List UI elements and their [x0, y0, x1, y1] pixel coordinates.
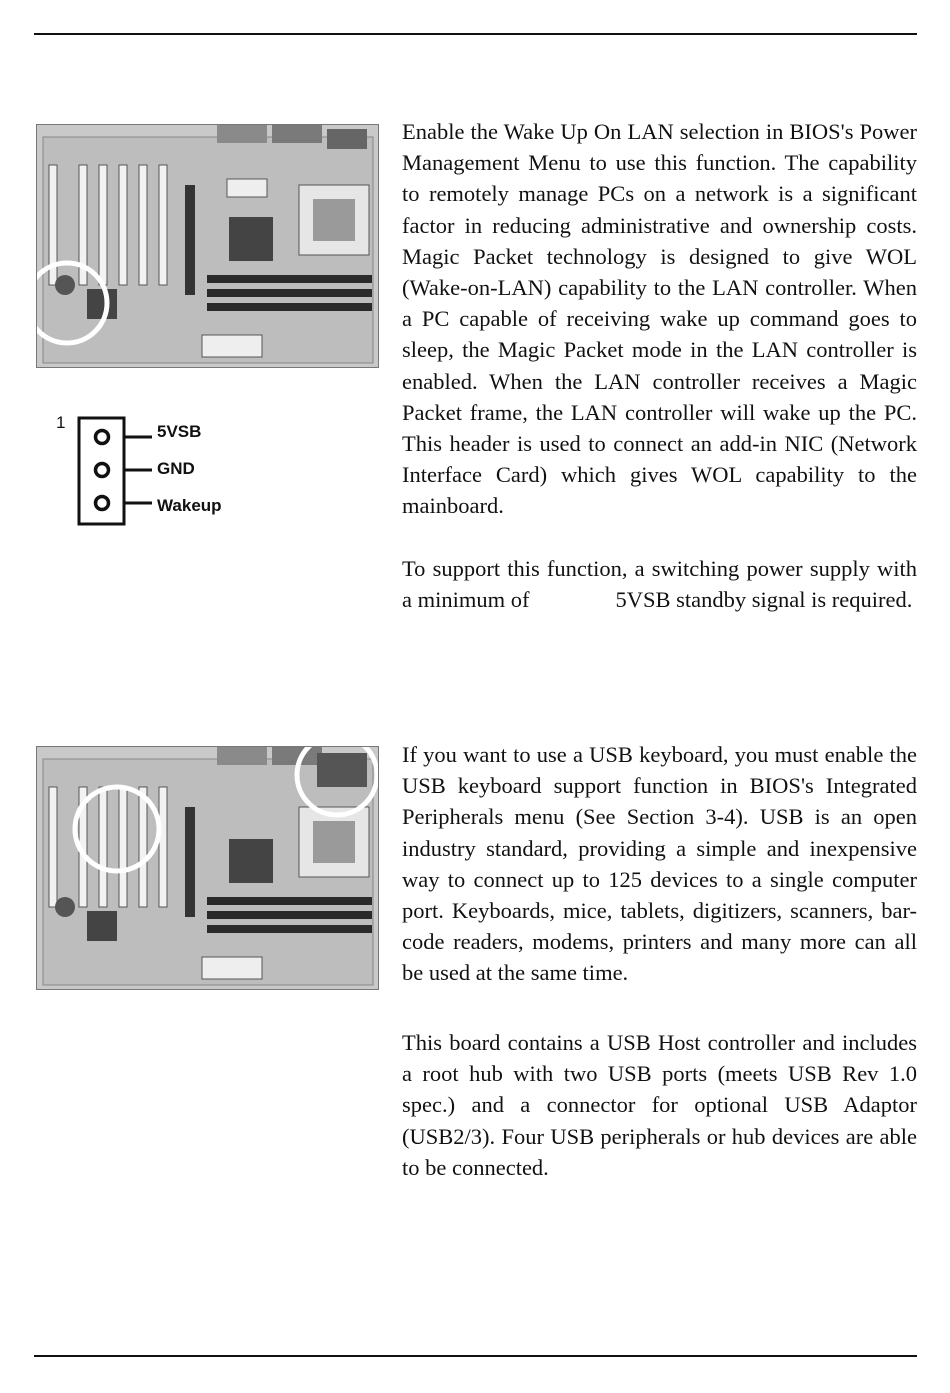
header-pins-icon	[52, 410, 252, 530]
usb-keyboard-description: If you want to use a USB keyboard, you must enable the USB keyboard support function in BIOS's Integrated Peripherals menu (See Section 3-4). USB is an open industry standard, providing a simple and inexpensive way to connect up to 125 devices to a single computer port. Keyboards, mice, tablets, digitizers, scanners, bar-code readers, modems, printers and many more can all be used at the same time.	[402, 742, 917, 986]
motherboard-illustration	[37, 747, 378, 989]
usb-controller-description: This board contains a USB Host controller and includes a root hub with two USB ports (meets USB Rev 1.0 spec.) and a connector for optional USB Adaptor (USB2/3). Four USB peripherals or hub devices are able to be connected.	[402, 1030, 917, 1180]
power-note-start: To support this function, a switching power supply with a minimum of	[402, 556, 917, 613]
pin-label-wakeup: Wakeup	[157, 496, 222, 515]
wol-description: Enable the Wake Up On LAN selection in BIOS's Power Management Menu to use this function. The capability to remotely manage PCs on a network is a significant factor in reducing administrative and ownership costs. Magic Packet technology is designed to give WOL (Wake-on-LAN) capability to the LAN controller. When a PC capable of receiving wake up command goes to sleep, the Magic Packet mode in the LAN controller is enabled. When the LAN controller receives a Magic Packet frame, the LAN controller will wake up the PC. This header is used to connect an add-in NIC (Network Interface Card) which gives WOL capability to the mainboard.	[402, 119, 917, 519]
power-note-end: 5VSB standby signal is required.	[615, 587, 913, 613]
top-rule	[34, 33, 917, 35]
power-supply-note	[402, 553, 917, 615]
motherboard-photo-usb	[36, 746, 379, 990]
pin-one-marker: 1	[56, 413, 66, 432]
motherboard-photo-wol	[36, 124, 379, 368]
pin-label-gnd: GND	[157, 459, 195, 478]
wol-header-diagram	[52, 410, 252, 530]
pin-label-5vsb: 5VSB	[157, 422, 202, 441]
motherboard-illustration	[37, 125, 378, 367]
bottom-rule	[34, 1355, 917, 1357]
